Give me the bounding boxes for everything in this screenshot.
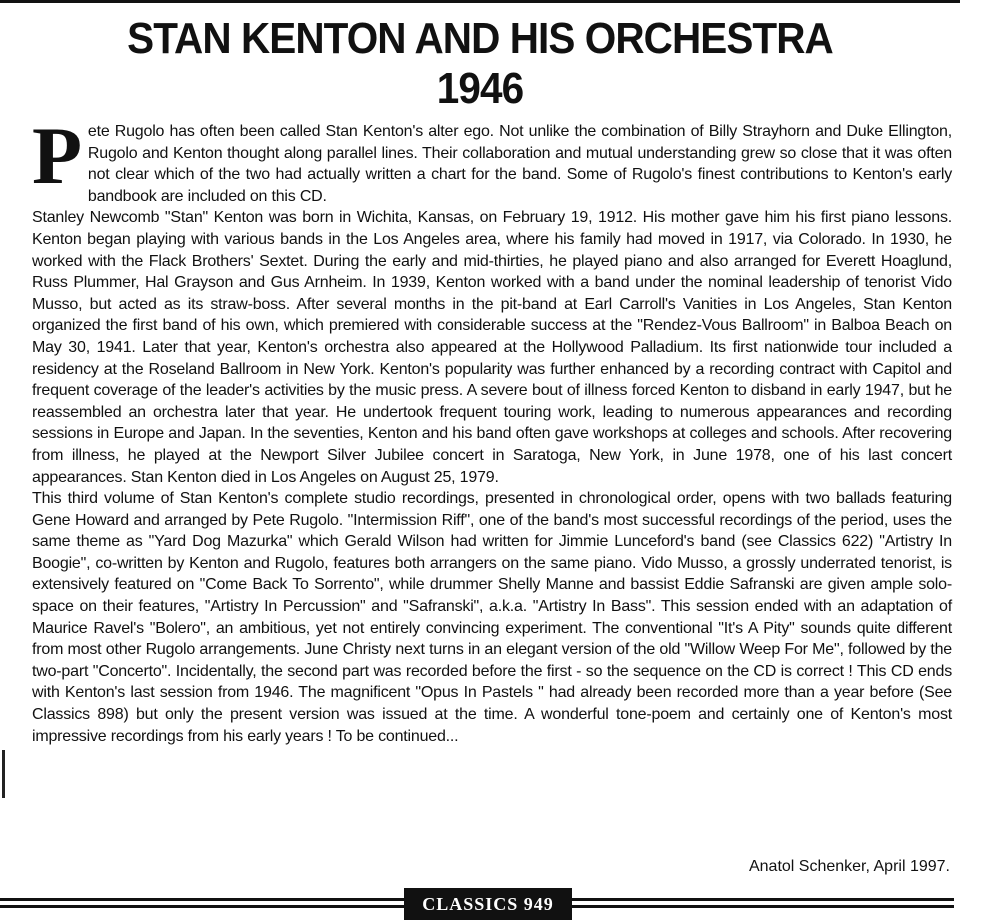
article-body: [32, 110, 952, 747]
page-title-year: 1946: [436, 64, 524, 113]
author-signature: Anatol Schenker, April 1997.: [748, 858, 950, 875]
paragraph-intro-text: ete Rugolo has often been called Stan Kenton's alter ego. Not unlike the combination of Billy Strayhorn and Duke Ellington, Rugolo and Kenton thought along parallel lines. Their collaboration and mutual understanding grew so close that it was often not clear which of the two had actually written a chart for the band. Some of Rugolo's finest contributions to Kenton's early bandbook are included on this CD.: [87, 123, 952, 205]
paragraph-intro: [32, 110, 952, 207]
drop-cap: P: [32, 110, 82, 201]
page-title: STAN KENTON AND HIS ORCHESTRA: [127, 14, 833, 63]
paragraph-biography: Stanley Newcomb "Stan" Kenton was born in Wichita, Kansas, on February 19, 1912. His mother gave him his first piano lessons. Kenton began playing with various bands in the Los Angeles area, where his family had moved in 1917, via Colorado. In 1930, he worked with the Flack Brothers' Sextet. During the early and mid-thirties, he played piano and also arranged for Everett Hoaglund, Russ Plummer, Hal Grayson and Gus Arnheim. In 1939, Kenton worked with a band under the nominal leadership of tenorist Vido Musso, but acted as its straw-boss. After several months in the pit-band at Earl Carroll's Vanities in Los Angeles, Stan Kenton organized the first band of his own, which premiered with considerable success at the "Rendez-Vous Ballroom" in Balboa Beach on May 30, 1941. Later that year, Kenton's orchestra also appeared at the Hollywood Palladium. Its first nationwide tour included a residency at the Roseland Ballroom in New York. Kenton's popularity was further enhanced by a recording contract with Capitol and frequent coverage of the leader's activities by the music press. A severe bout of illness forced Kenton to disband in early 1947, but he reassembled an orchestra later that year. He undertook frequent touring work, leading to numerous appearances and recording sessions in Europe and Japan. In the seventies, Kenton and his band often gave workshops at colleges and schools. After recovering from illness, he played at the Newport Silver Jubilee concert in Saratoga, New York, in June 1978, one of his last concert appearances. Stan Kenton died in Los Angeles on August 25, 1979.: [32, 209, 952, 486]
margin-mark: [2, 750, 5, 798]
paragraph-recordings: This third volume of Stan Kenton's complete studio recordings, presented in chronological order, opens with two ballads featuring Gene Howard and arranged by Pete Rugolo. "Intermission Riff", one of the band's most successful recordings of the period, uses the same theme as "Yard Dog Mazurka" which Gerald Wilson had written for Jimmie Lunceford's band (see Classics 622) "Artistry In Boogie", co-written by Kenton and Rugolo, features both arrangers on the same piano. Vido Musso, a grossly underrated tenorist, is extensively featured on "Come Back To Sorrento", while drummer Shelly Manne and bassist Eddie Safranski are given ample solo-space on their features, "Artistry In Percussion" and "Safranski", a.k.a. "Artistry In Bass". This session ended with an adaptation of Maurice Ravel's "Bolero", an ambitious, yet not entirely convincing experiment. The conventional "It's A Pity" sounds quite different from most other Rugolo arrangements. June Christy next turns in an elegant version of the old "Willow Weep For Me", followed by the two-part "Concerto". Incidentally, the second part was recorded before the first - so the sequence on the CD is correct ! This CD ends with Kenton's last session from 1946. The magnificent "Opus In Pastels " had already been recorded more than a year before (See Classics 898) but only the present version was issued at the time. A wonderful tone-poem and certainly one of Kenton's most impressive recordings from his early years ! To be continued...: [32, 490, 952, 745]
top-rule: [0, 0, 960, 3]
catalog-badge: CLASSICS 949: [404, 888, 572, 920]
